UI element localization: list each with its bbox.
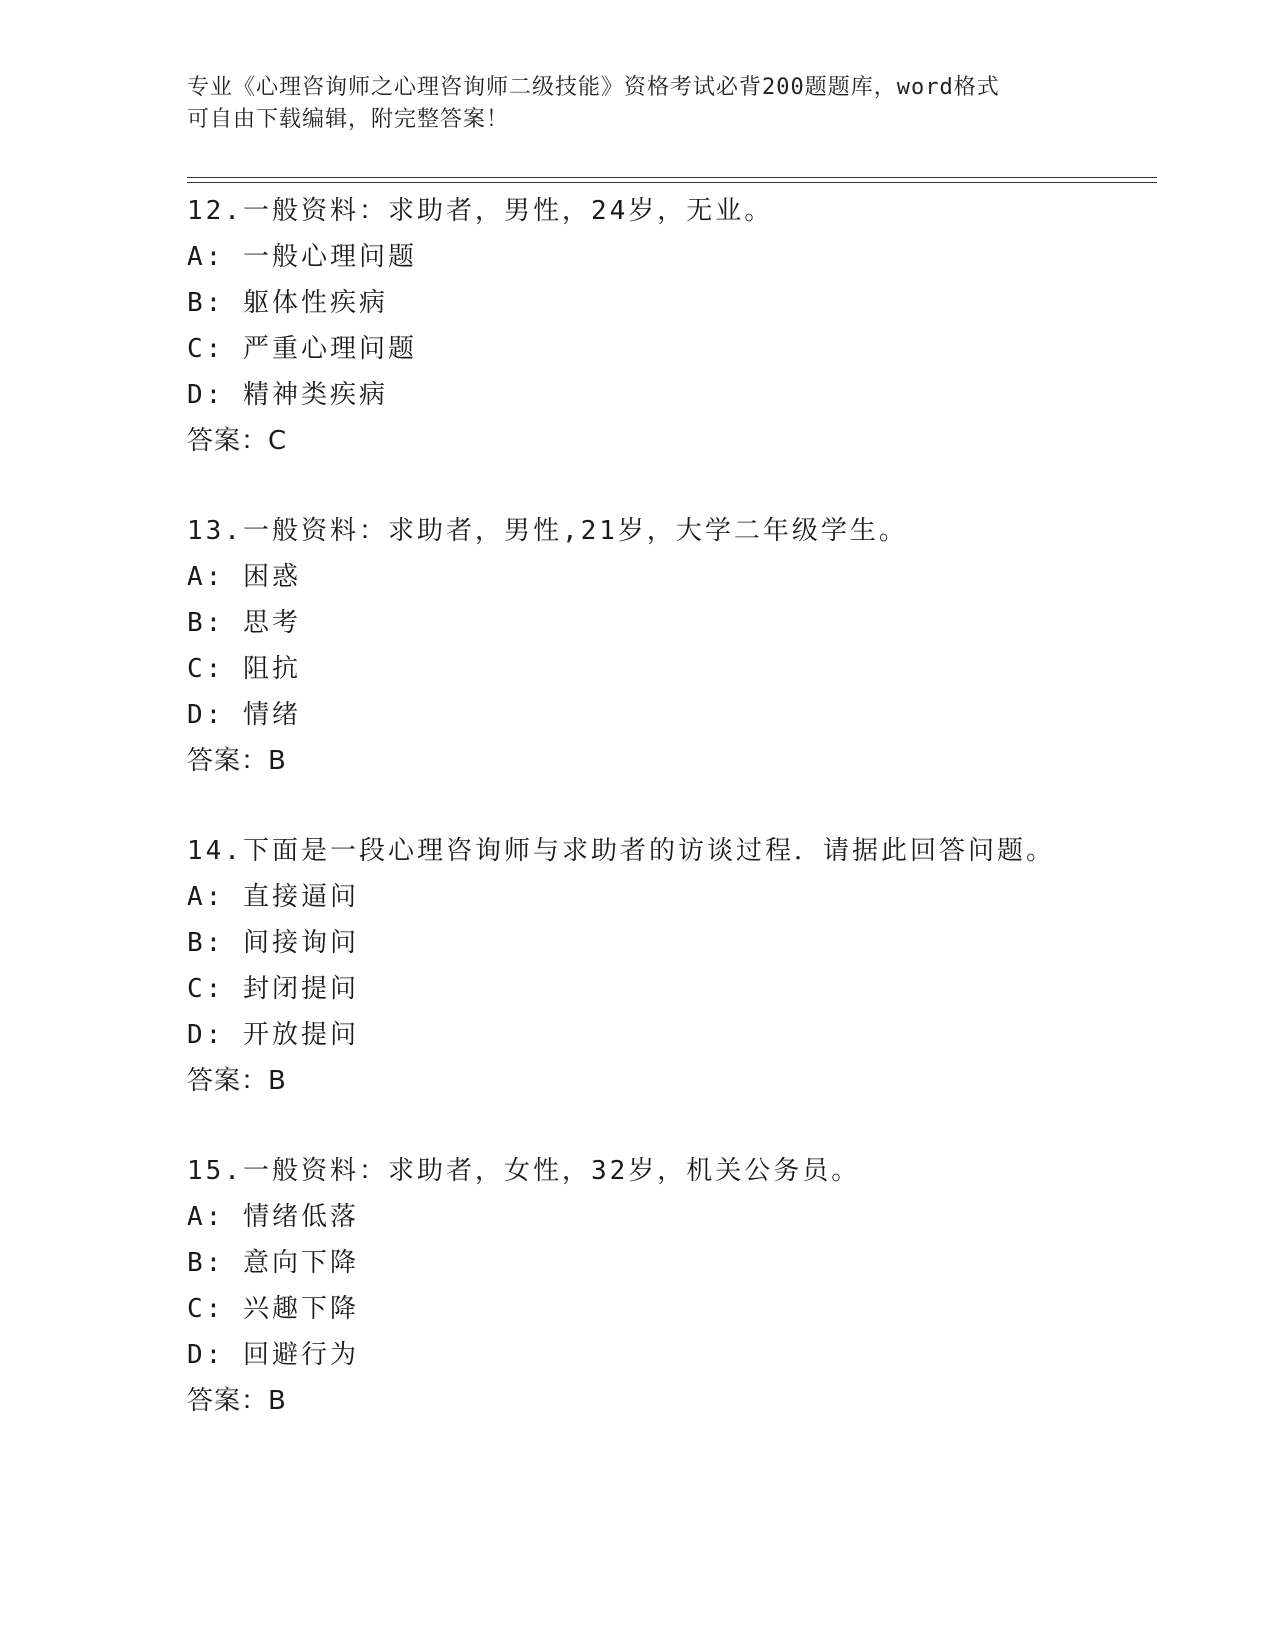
option-a: A: 情绪低落 [187,1202,359,1232]
option-d: D: 回避行为 [187,1340,359,1370]
option-a: A: 一般心理问题 [187,242,417,272]
option-a: A: 直接逼问 [187,882,359,912]
question-stem: 14.下面是一段心理咨询师与求助者的访谈过程．请据此回答问题。 [187,836,1055,866]
option-b: B: 思考 [187,608,301,638]
option-d: D: 情绪 [187,700,301,730]
header-title-line-1: 专业《心理咨询师之心理咨询师二级技能》资格考试必背200题题库，word格式 [187,75,1000,100]
question-14 [187,828,1157,1104]
option-a: A: 困惑 [187,562,301,592]
answer: 答案：B [187,746,287,776]
question-stem: 12.一般资料：求助者，男性，24岁，无业。 [187,196,774,226]
question-stem: 13.一般资料：求助者，男性,21岁，大学二年级学生。 [187,516,908,546]
option-b: B: 意向下降 [187,1248,359,1278]
option-c: C: 阻抗 [187,654,301,684]
option-d: D: 开放提问 [187,1020,359,1050]
option-b: B: 间接询问 [187,928,359,958]
question-13 [187,508,1157,784]
header-divider-top [187,177,1157,178]
header-title-line-2: 可自由下载编辑，附完整答案！ [187,107,510,132]
question-stem: 15.一般资料：求助者，女性，32岁，机关公务员。 [187,1156,861,1186]
question-12 [187,188,1157,464]
option-c: C: 兴趣下降 [187,1294,359,1324]
answer: 答案：B [187,1066,287,1096]
header-divider-bottom [187,182,1157,183]
answer: 答案：B [187,1386,287,1416]
option-c: C: 严重心理问题 [187,334,417,364]
question-15 [187,1148,1157,1424]
option-c: C: 封闭提问 [187,974,359,1004]
option-b: B: 躯体性疾病 [187,288,388,318]
option-d: D: 精神类疾病 [187,380,388,410]
answer: 答案：C [187,426,288,456]
document-header [187,72,1087,136]
